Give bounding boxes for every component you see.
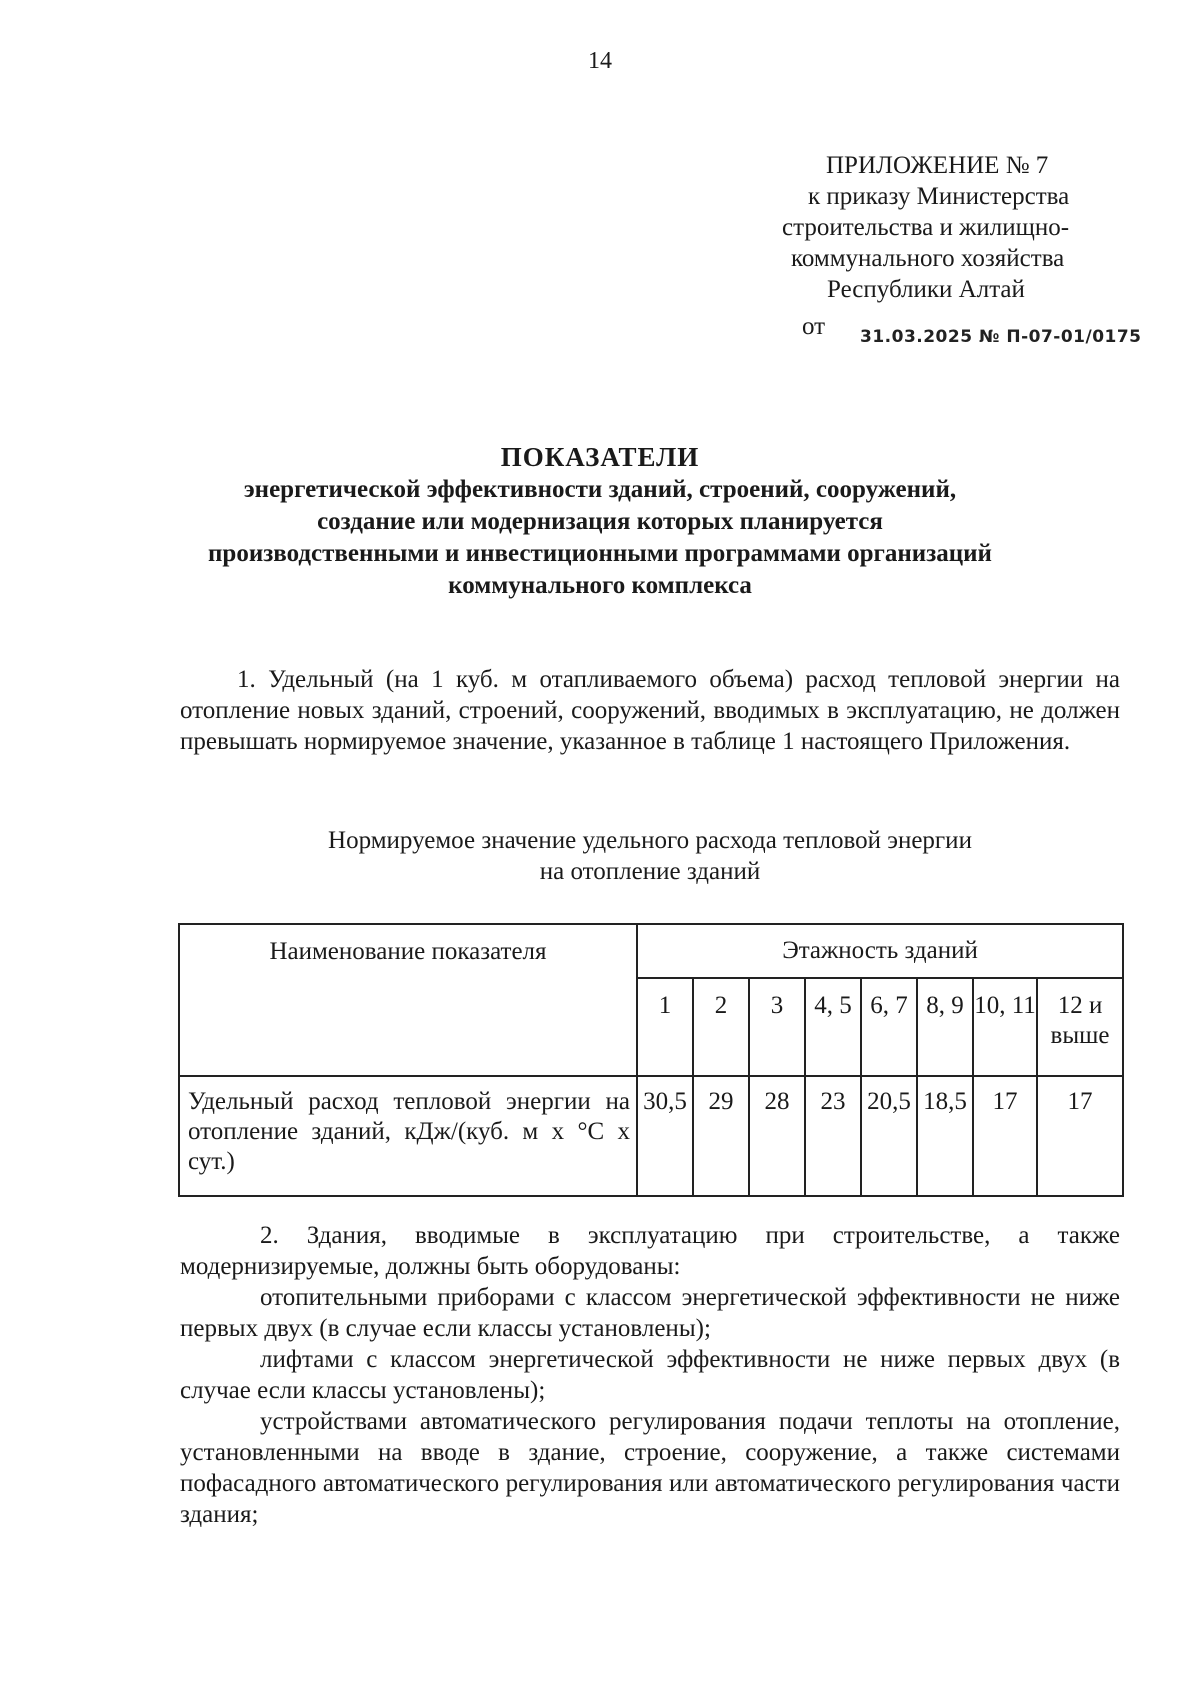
appendix-block: [760, 150, 1142, 353]
paragraph-2-intro: 2. Здания, вводимые в эксплуатацию при строительстве, а также модернизируемые, должны быть оборудованы:: [180, 1222, 1120, 1280]
page-number: 14: [588, 48, 612, 74]
heading-subtitle-line: энергетической эффективности зданий, строений, сооружений,: [243, 476, 957, 503]
list-item: устройствами автоматического регулирования подачи теплоты на отопление, установленными на вводе в здание, строение, сооружение, а также системами пофасадного автоматического регулирования или автоматического регулирования части здания;: [180, 1408, 1120, 1528]
appendix-title: ПРИЛОЖЕНИЕ № 7: [826, 152, 1049, 179]
floor-header: 4, 5: [805, 978, 861, 1076]
floor-header: 8, 9: [917, 978, 973, 1076]
floor-header: 10, 11: [973, 978, 1037, 1076]
floor-header: 12 и выше: [1037, 978, 1123, 1076]
heading-subtitle-line: создание или модернизация которых планируется: [317, 508, 883, 535]
floor-header: 1: [637, 978, 693, 1076]
header-floors: Этажность зданий: [637, 924, 1123, 978]
table-value: 18,5: [917, 1076, 973, 1196]
paragraph-2: [180, 1220, 1120, 1530]
table-value: 28: [749, 1076, 805, 1196]
table-value: 23: [805, 1076, 861, 1196]
heading-title: ПОКАЗАТЕЛИ: [500, 442, 700, 472]
appendix-date-row: [760, 311, 1142, 353]
floor-header: 3: [749, 978, 805, 1076]
appendix-line: коммунального хозяйства: [791, 245, 1065, 272]
table-caption-line: на отопление зданий: [539, 858, 761, 885]
paragraph-1: 1. Удельный (на 1 куб. м отапливаемого объема) расход тепловой энергии на отопление новых зданий, строений, сооружений, вводимых в эксплуатацию, не должен превышать нормируемое значение, указанное в таблице 1 настоящего Приложения.: [180, 666, 1120, 755]
table-value: 20,5: [861, 1076, 917, 1196]
list-item: лифтами с классом энергетической эффективности не ниже первых двух (в случае если классы установлены);: [180, 1346, 1120, 1404]
table-value: 17: [973, 1076, 1037, 1196]
table-value: 29: [693, 1076, 749, 1196]
header-indicator-name: Наименование показателя: [179, 924, 637, 1076]
appendix-from-label: от: [802, 313, 826, 340]
appendix-line: к приказу Министерства: [808, 183, 1070, 210]
appendix-line: Республики Алтай: [827, 276, 1025, 303]
floor-header: 6, 7: [861, 978, 917, 1076]
table-caption: [180, 825, 1120, 887]
floor-header: 2: [693, 978, 749, 1076]
heat-consumption-table: [178, 923, 1124, 1197]
table-value: 30,5: [637, 1076, 693, 1196]
heading-subtitle-line: производственными и инвестиционными программами организаций: [208, 540, 992, 567]
document-heading: [0, 440, 1200, 602]
row-label-heat-consumption: Удельный расход тепловой энергии на отопление зданий, кДж/(куб. м х °С х сут.): [179, 1076, 637, 1196]
appendix-line: строительства и жилищно-: [782, 214, 1070, 241]
registration-stamp: 31.03.2025 № П-07-01/0175: [860, 327, 1142, 347]
list-item: отопительными приборами с классом энергетической эффективности не ниже первых двух (в случае если классы установлены);: [180, 1284, 1120, 1342]
table-caption-line: Нормируемое значение удельного расхода тепловой энергии: [328, 827, 972, 854]
heading-subtitle-line: коммунального комплекса: [448, 572, 752, 599]
table-value: 17: [1037, 1076, 1123, 1196]
